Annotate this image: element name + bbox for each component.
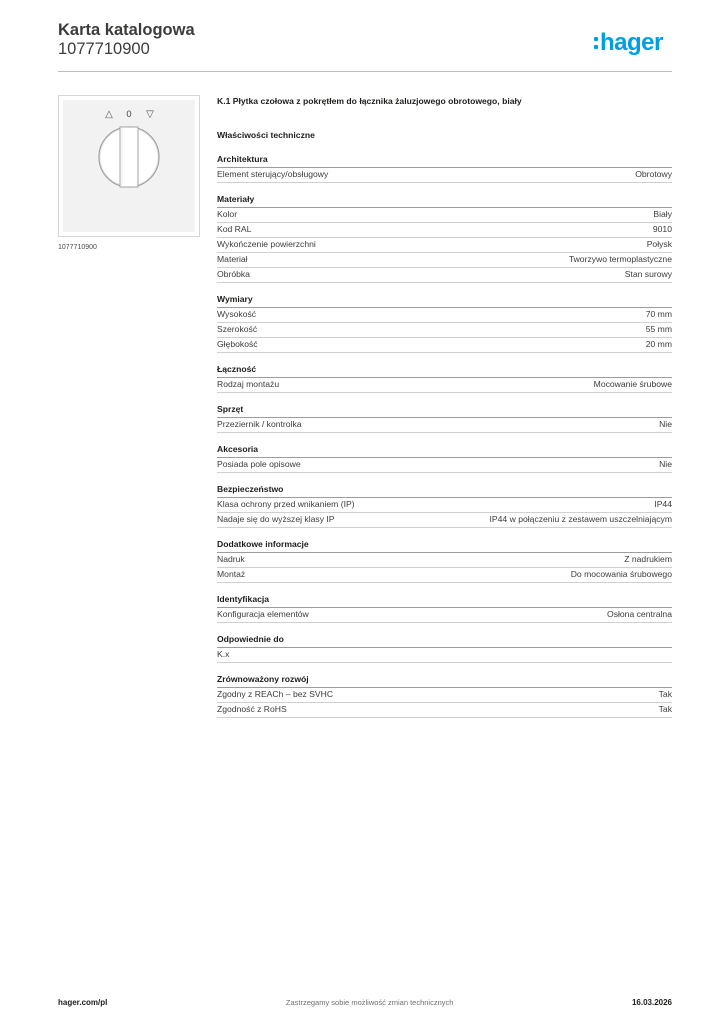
catalog-number: 1077710900 [58,40,150,58]
spec-label: K.x [217,649,230,659]
spec-value: Nie [659,459,672,469]
spec-section [217,194,672,283]
section-title: Sprzęt [217,404,672,418]
spec-value: 20 mm [645,339,672,349]
spec-section [217,404,672,433]
product-image [58,95,200,237]
mark-stop-icon: 0 [126,110,132,120]
spec-row [217,253,672,268]
product-specification [217,96,672,729]
product-name: K.1 Płytka czołowa z pokrętłem do łącznika żaluzjowego obrotowego, biały [217,96,522,106]
spec-label: Kolor [217,209,238,219]
spec-row [217,208,672,223]
rotary-knob-illustration [63,100,195,232]
page-footer [58,998,672,1007]
spec-value: IP44 w połączeniu z zestawem uszczelniającym [489,514,672,524]
spec-row [217,458,672,473]
spec-row [217,553,672,568]
footer-disclaimer: Zastrzegamy sobie możliwość zmian technicznych [285,998,454,1007]
spec-value: Biały [653,209,672,219]
document-title: Karta katalogowa [58,21,195,39]
mark-down-icon: ▽ [146,109,154,120]
spec-row [217,168,672,183]
spec-section [217,539,672,583]
spec-label: Nadruk [217,554,245,564]
spec-label: Rodzaj montażu [217,379,280,389]
spec-value: 9010 [652,224,672,234]
spec-sections [217,154,672,718]
spec-label: Element sterujący/obsługowy [217,169,329,179]
section-title: Identyfikacja [217,594,672,608]
logo-wordmark: hager [600,29,663,56]
spec-row [217,568,672,583]
hager-logo [594,28,663,58]
spec-row [217,688,672,703]
section-title: Zrównoważony rozwój [217,674,672,688]
spec-value: Połysk [646,239,672,249]
spec-label: Klasa ochrony przed wnikaniem (IP) [217,499,355,509]
spec-value: Tworzywo termoplastyczne [568,254,672,264]
spec-value: Tak [658,689,672,699]
section-title: Łączność [217,364,672,378]
spec-label: Nadaje się do wyższej klasy IP [217,514,335,524]
mark-up-icon: △ [105,109,113,120]
spec-label: Kod RAL [217,224,252,234]
spec-row [217,338,672,353]
spec-value: Osłona centralna [607,609,672,619]
section-title: Wymiary [217,294,672,308]
spec-value: Stan surowy [624,269,672,279]
spec-row [217,308,672,323]
document-header [58,21,195,59]
spec-row [217,648,672,663]
cover-plate [63,100,195,232]
spec-section [217,364,672,393]
spec-row [217,513,672,528]
spec-section [217,444,672,473]
footer-site: hager.com/pl [58,998,108,1007]
header-divider [58,71,672,72]
spec-row [217,323,672,338]
spec-value: Tak [658,704,672,714]
spec-row [217,418,672,433]
spec-value: 70 mm [645,309,672,319]
spec-row [217,238,672,253]
spec-section [217,634,672,663]
spec-value: 55 mm [645,324,672,334]
spec-label: Głębokość [217,339,258,349]
section-title: Odpowiednie do [217,634,672,648]
section-title: Architektura [217,154,672,168]
spec-label: Zgodny z REACh – bez SVHC [217,689,334,699]
spec-label: Przeziernik / kontrolka [217,419,302,429]
section-title: Materiały [217,194,672,208]
spec-section [217,674,672,718]
footer-date: 16.03.2026 [631,998,672,1007]
spec-value: IP44 [654,499,672,509]
section-title: Akcesoria [217,444,672,458]
spec-value: Do mocowania śrubowego [570,569,672,579]
image-caption: 1077710900 [58,244,97,251]
spec-value: Nie [659,419,672,429]
spec-label: Obróbka [217,269,250,279]
section-title: Bezpieczeństwo [217,484,672,498]
spec-row [217,223,672,238]
spec-label: Montaż [217,569,246,579]
logo-dots [594,37,598,49]
spec-row [217,608,672,623]
spec-row [217,268,672,283]
section-title: Dodatkowe informacje [217,539,672,553]
spec-label: Szerokość [217,324,258,334]
spec-label: Wykończenie powierzchni [217,239,316,249]
spec-section [217,154,672,183]
spec-value: Z nadrukiem [624,554,672,564]
spec-label: Posiada pole opisowe [217,459,301,469]
spec-label: Wysokość [217,309,257,319]
spec-row [217,703,672,718]
spec-section [217,484,672,528]
technical-properties-heading: Właściwości techniczne [217,130,315,140]
spec-row [217,498,672,513]
spec-label: Materiał [217,254,248,264]
knob-grip [120,127,138,187]
spec-value: Mocowanie śrubowe [593,379,672,389]
spec-label: Zgodność z RoHS [217,704,287,714]
spec-row [217,378,672,393]
spec-section [217,594,672,623]
spec-section [217,294,672,353]
spec-label: Konfiguracja elementów [217,609,309,619]
spec-value: Obrotowy [635,169,672,179]
